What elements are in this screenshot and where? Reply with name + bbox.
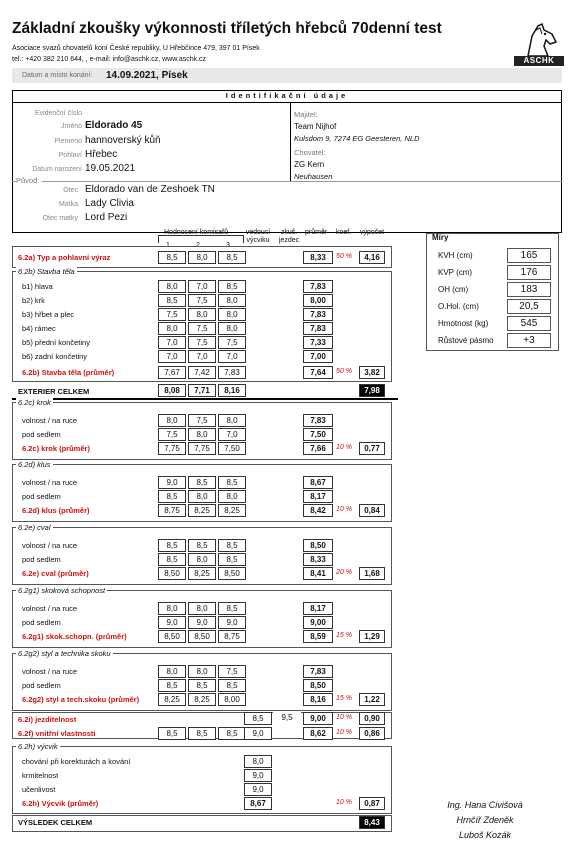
coefficient: 15 % xyxy=(336,695,352,702)
commissioner-score: 8,50 xyxy=(158,567,186,580)
col-commission: Hodnocení komisařů xyxy=(164,229,229,236)
jumping-ability-section-title: 6.2g1) skoková schopnost xyxy=(18,586,106,595)
commissioner-score: 7,0 xyxy=(188,350,216,363)
commissioner-score: 8,0 xyxy=(158,602,186,615)
horse-head-icon xyxy=(514,22,564,58)
jumping-ability-section-row-label: volnost / na ruce xyxy=(22,604,78,613)
average-score: 8,59 xyxy=(303,630,333,643)
identification-divider xyxy=(290,103,291,181)
commission-bracket xyxy=(158,235,244,243)
jumping-ability-section-row-label: pod sedlem xyxy=(22,618,61,627)
sex-label: Pohlaví xyxy=(58,152,82,159)
commissioner-score: 8,50 xyxy=(218,567,246,580)
measurement-label: O.Hol. (cm) xyxy=(438,302,479,311)
average-score: 8,00 xyxy=(303,294,333,307)
body-row-label: b3) hřbet a plec xyxy=(22,310,75,319)
commissioner-score: 8,0 xyxy=(158,280,186,293)
final-result: 8,43 xyxy=(359,816,385,829)
body-row-label: b2) krk xyxy=(22,296,45,305)
commissioner-score: 8,5 xyxy=(188,727,216,740)
measurement-label: Hmotnost (kg) xyxy=(438,319,489,328)
commissioner-score: 8,5 xyxy=(158,727,186,740)
rideability-label: 6.2i) jezditelnost xyxy=(18,715,77,724)
commissioner-score: 8,0 xyxy=(218,414,246,427)
canter-section-average-label: 6.2e) cval (průměr) xyxy=(22,569,89,578)
average-score: 9,00 xyxy=(303,616,333,629)
leader-score: 9,0 xyxy=(244,783,272,796)
measurement-value: 165 xyxy=(507,248,551,263)
col-average: průměr xyxy=(305,229,328,236)
commissioner-score: 8,0 xyxy=(188,251,216,264)
commissioner-score: 8,08 xyxy=(158,384,186,397)
walk-section-title: 6.2c) krok xyxy=(18,398,51,407)
coefficient: 10 % xyxy=(336,729,352,736)
commissioner-score: 8,0 xyxy=(158,665,186,678)
commissioner-score: 8,0 xyxy=(188,428,216,441)
calculated-score: 1,22 xyxy=(359,693,385,706)
commissioner-score: 8,50 xyxy=(158,630,186,643)
commissioner-score: 8,0 xyxy=(188,665,216,678)
exterior-total-label: EXTERIER CELKEM xyxy=(18,387,90,396)
average-score: 8,67 xyxy=(303,476,333,489)
commissioner-score: 7,5 xyxy=(158,308,186,321)
coefficient: 15 % xyxy=(336,632,352,639)
type-label: 6.2a) Typ a pohlavní výraz xyxy=(18,253,111,262)
commissioner-score: 8,5 xyxy=(218,280,246,293)
trot-section-title: 6.2d) klus xyxy=(18,460,51,469)
average-score: 8,41 xyxy=(303,567,333,580)
commissioner-score: 9,0 xyxy=(158,616,186,629)
commissioner-score: 7,75 xyxy=(158,442,186,455)
measurement-value: +3 xyxy=(507,333,551,348)
measurement-label: KVP (cm) xyxy=(438,268,473,277)
col-3: 3 xyxy=(226,242,230,249)
body-row-label: b5) přední končetiny xyxy=(22,338,90,347)
calculated-score: 0,77 xyxy=(359,442,385,455)
average-score: 8,50 xyxy=(303,679,333,692)
commissioner-score: 7,50 xyxy=(218,442,246,455)
body-row-label: b1) hlava xyxy=(22,282,53,291)
logo-text: ASCHK xyxy=(514,56,564,66)
col-1: 1 xyxy=(166,242,170,249)
average-score: 8,17 xyxy=(303,490,333,503)
commissioner-score: 7,5 xyxy=(188,322,216,335)
commissioner-score: 7,5 xyxy=(218,665,246,678)
commissioner-score: 8,00 xyxy=(218,693,246,706)
commissioner-score: 8,25 xyxy=(218,504,246,517)
average-score: 7,66 xyxy=(303,442,333,455)
calculated-score: 0,84 xyxy=(359,504,385,517)
body-row-label: b4) rámec xyxy=(22,324,56,333)
commissioner-score: 8,0 xyxy=(188,490,216,503)
walk-section-row-label: pod sedlem xyxy=(22,430,61,439)
body-average-label: 6.2b) Stavba těla (průměr) xyxy=(22,368,115,377)
page-title: Základní zkoušky výkonnosti tříletých hřebců 70denní test xyxy=(12,20,442,37)
coefficient: 50 % xyxy=(336,368,352,375)
average-score: 7,00 xyxy=(303,350,333,363)
measurement-value: 20,5 xyxy=(507,299,551,314)
dam-sire-value: Lord Pezi xyxy=(85,212,128,223)
commissioner-score: 8,5 xyxy=(188,539,216,552)
commissioner-score: 7,0 xyxy=(218,428,246,441)
training-average-label: 6.2h) Výcvik (průměr) xyxy=(22,799,99,808)
commissioner-score: 8,25 xyxy=(188,504,216,517)
calculated-score: 1,68 xyxy=(359,567,385,580)
sire-value: Eldorado van de Zeshoek TN xyxy=(85,184,215,195)
commissioner-score: 8,5 xyxy=(158,294,186,307)
aschk-logo xyxy=(514,22,564,66)
commissioner-score: 8,5 xyxy=(188,679,216,692)
col-coefficient: koef. xyxy=(336,229,352,236)
leader-score: 8,0 xyxy=(244,755,272,768)
signature-3: Luboš Kozák xyxy=(458,830,512,840)
commissioner-score: 7,71 xyxy=(188,384,216,397)
measurement-label: Růstové pásmo xyxy=(438,336,494,345)
commissioner-score: 7,5 xyxy=(158,428,186,441)
date-value: 14.09.2021, Písek xyxy=(106,70,188,81)
owner-label: Majitel: xyxy=(294,110,318,119)
commissioner-score: 8,0 xyxy=(158,322,186,335)
calculated-score: 0,86 xyxy=(359,727,385,740)
average-score: 8,42 xyxy=(303,504,333,517)
average-score: 7,83 xyxy=(303,280,333,293)
coefficient: 10 % xyxy=(336,506,352,513)
average-score: 8,50 xyxy=(303,539,333,552)
col-rider: zkuš. jezdec xyxy=(278,229,300,244)
commissioner-score: 7,75 xyxy=(188,442,216,455)
breeder-name: ZG Kern xyxy=(294,160,325,169)
average-score: 8,17 xyxy=(303,602,333,615)
signature-1: Ing. Hana Civišová xyxy=(447,800,523,810)
measurement-value: 545 xyxy=(507,316,551,331)
coefficient: 20 % xyxy=(336,569,352,576)
commissioner-score: 7,42 xyxy=(188,366,216,379)
commissioner-score: 8,5 xyxy=(218,539,246,552)
commissioner-score: 9,0 xyxy=(188,616,216,629)
breed-label: Plemeno xyxy=(54,138,82,145)
measurement-value: 183 xyxy=(507,282,551,297)
trot-section-row-label: pod sedlem xyxy=(22,492,61,501)
owner-address: Kulsdom 9, 7274 EG Geesteren, NLD xyxy=(294,134,420,143)
average-score: 7,64 xyxy=(303,366,333,379)
dam-label: Matka xyxy=(58,201,78,208)
commissioner-score: 8,5 xyxy=(218,727,246,740)
training-row-label: učenlivost xyxy=(22,785,56,794)
measurement-label: KVH (cm) xyxy=(438,251,473,260)
commissioner-score: 8,5 xyxy=(188,476,216,489)
commissioner-score: 8,5 xyxy=(218,476,246,489)
commissioner-score: 8,5 xyxy=(218,602,246,615)
coefficient: 10 % xyxy=(336,714,352,721)
commissioner-score: 7,5 xyxy=(218,336,246,349)
commissioner-score: 8,75 xyxy=(218,630,246,643)
measurements-title: Míry xyxy=(432,233,449,242)
average-score: 7,33 xyxy=(303,336,333,349)
col-calculation: výpočet xyxy=(360,229,385,236)
date-bar xyxy=(12,68,562,83)
coefficient: 10 % xyxy=(336,799,352,806)
commissioner-score: 8,5 xyxy=(158,679,186,692)
association-contact: tel.: +420 382 210 644, , e-mail: info@aschk.cz, www.aschk.cz xyxy=(12,56,207,63)
signature-2: Hrnčíř Zdeněk xyxy=(456,815,514,825)
commissioner-score: 8,0 xyxy=(218,294,246,307)
commissioner-score: 8,0 xyxy=(158,414,186,427)
dam-value: Lady Clivia xyxy=(85,198,134,209)
body-section-title: 6.2b) Stavba těla xyxy=(18,267,75,276)
jumping-ability-section-average-label: 6.2g1) skok.schopn. (průměr) xyxy=(22,632,127,641)
commissioner-score: 8,25 xyxy=(158,693,186,706)
commissioner-score: 7,0 xyxy=(158,336,186,349)
exterior-total: 7,98 xyxy=(359,384,385,397)
commissioner-score: 8,0 xyxy=(188,553,216,566)
average-score: 8,33 xyxy=(303,553,333,566)
training-section-title: 6.2h) výcvik xyxy=(18,742,58,751)
leader-score: 9,0 xyxy=(244,769,272,782)
average-score: 8,33 xyxy=(303,251,333,264)
commissioner-score: 8,75 xyxy=(158,504,186,517)
training-row-label: chování při korekturách a kování xyxy=(22,757,131,766)
average-score: 7,83 xyxy=(303,665,333,678)
commissioner-score: 8,5 xyxy=(158,553,186,566)
canter-section-title: 6.2e) cval xyxy=(18,523,51,532)
leader-score: 9,0 xyxy=(244,727,272,740)
commissioner-score: 9,0 xyxy=(218,616,246,629)
name-label: Jméno xyxy=(60,123,82,130)
training-row-label: krmitelnost xyxy=(22,771,59,780)
date-label: Datum a místo konání: xyxy=(22,72,93,79)
rider-score: 9,5 xyxy=(273,712,301,725)
calculated-score: 4,16 xyxy=(359,251,385,264)
commissioner-score: 8,5 xyxy=(158,539,186,552)
average-score: 8,62 xyxy=(303,727,333,740)
commissioner-score: 7,0 xyxy=(158,350,186,363)
commissioner-score: 8,0 xyxy=(188,308,216,321)
breed-value: hannoverský kůň xyxy=(85,135,161,146)
average-score: 8,16 xyxy=(303,693,333,706)
jumping-style-section-row-label: pod sedlem xyxy=(22,681,61,690)
average-score: 7,50 xyxy=(303,428,333,441)
identification-heading: Identifikační údaje xyxy=(12,90,562,103)
exterior-divider xyxy=(12,398,398,400)
commissioner-score: 8,5 xyxy=(158,251,186,264)
birth-date-label: Datum narození xyxy=(32,166,82,173)
association-address: Asociace svazů chovatelů koní České republiky, U Hřebčince 479, 397 01 Písek xyxy=(12,45,260,52)
average-score: 9,00 xyxy=(303,712,333,725)
calculated-score: 3,82 xyxy=(359,366,385,379)
col-leader: vedoucí výcviku xyxy=(245,229,271,244)
jumping-style-section-average-label: 6.2g2) styl a tech.skoku (průměr) xyxy=(22,695,140,704)
calculated-score: 1,29 xyxy=(359,630,385,643)
commissioner-score: 8,0 xyxy=(188,602,216,615)
measurement-value: 176 xyxy=(507,265,551,280)
jumping-style-section-title: 6.2g2) styl a technika skoku xyxy=(18,649,111,658)
final-result-label: VÝSLEDEK CELKEM xyxy=(18,818,93,827)
commissioner-score: 8,5 xyxy=(218,679,246,692)
walk-section-row-label: volnost / na ruce xyxy=(22,416,78,425)
coefficient: 10 % xyxy=(336,444,352,451)
body-row-label: b6) zadní končetiny xyxy=(22,352,88,361)
commissioner-score: 8,5 xyxy=(218,251,246,264)
commissioner-score: 7,0 xyxy=(218,350,246,363)
commissioner-score: 8,25 xyxy=(188,693,216,706)
canter-section-row-label: volnost / na ruce xyxy=(22,541,78,550)
commissioner-score: 8,25 xyxy=(188,567,216,580)
trot-section-average-label: 6.2d) klus (průměr) xyxy=(22,506,90,515)
walk-section-average-label: 6.2c) krok (průměr) xyxy=(22,444,90,453)
commissioner-score: 8,50 xyxy=(188,630,216,643)
calculated-score: 0,87 xyxy=(359,797,385,810)
commissioner-score: 7,5 xyxy=(188,336,216,349)
dam-sire-label: Otec matky xyxy=(42,215,78,222)
horse-name: Eldorado 45 xyxy=(85,120,143,131)
evidence-number-label: Evidenční číslo xyxy=(34,110,82,117)
leader-score: 8,5 xyxy=(244,712,272,725)
trot-section-row-label: volnost / na ruce xyxy=(22,478,78,487)
pedigree-divider xyxy=(12,181,562,182)
breeder-label: Chovatel: xyxy=(294,148,326,157)
sire-label: Otec xyxy=(63,187,78,194)
commissioner-score: 7,5 xyxy=(188,294,216,307)
sex-value: Hřebec xyxy=(85,149,118,160)
average-score: 7,83 xyxy=(303,308,333,321)
commissioner-score: 7,83 xyxy=(218,366,246,379)
commissioner-score: 8,5 xyxy=(218,553,246,566)
commissioner-score: 8,0 xyxy=(218,322,246,335)
commissioner-score: 7,67 xyxy=(158,366,186,379)
calculated-score: 0,90 xyxy=(359,712,385,725)
jumping-style-section-row-label: volnost / na ruce xyxy=(22,667,78,676)
commissioner-score: 8,16 xyxy=(218,384,246,397)
measurement-label: OH (cm) xyxy=(438,285,469,294)
commissioner-score: 8,0 xyxy=(218,490,246,503)
owner-name: Team Nijhof xyxy=(294,122,337,131)
pedigree-label: Původ: xyxy=(16,176,42,185)
commissioner-score: 8,5 xyxy=(158,490,186,503)
coefficient: 50 % xyxy=(336,253,352,260)
breeder-address: Neuhausen xyxy=(294,172,333,181)
commissioner-score: 7,0 xyxy=(188,280,216,293)
commissioner-score: 8,0 xyxy=(218,308,246,321)
commissioner-score: 7,5 xyxy=(188,414,216,427)
inner-qualities-label: 6.2f) vnitřní vlastnosti xyxy=(18,729,96,738)
average-score: 7,83 xyxy=(303,414,333,427)
average-score: 7,83 xyxy=(303,322,333,335)
canter-section-row-label: pod sedlem xyxy=(22,555,61,564)
birth-date-value: 19.05.2021 xyxy=(85,163,136,174)
commissioner-score: 9,0 xyxy=(158,476,186,489)
leader-score: 8,67 xyxy=(244,797,272,810)
col-2: 2 xyxy=(196,242,200,249)
